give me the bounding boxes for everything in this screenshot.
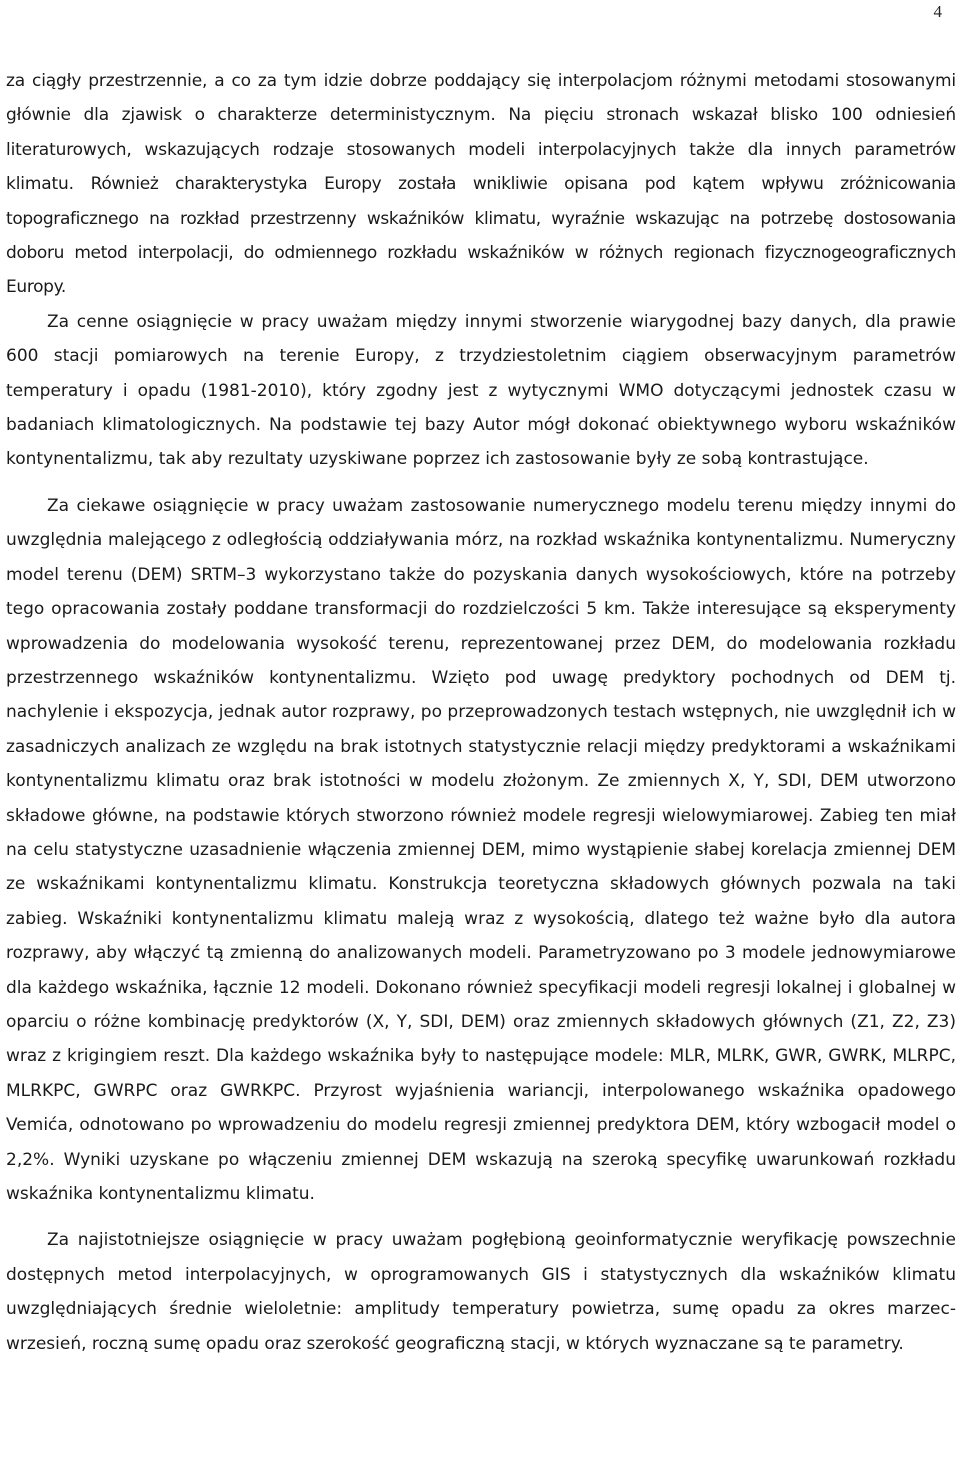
paragraph-intro-continuation	[6, 64, 956, 305]
paragraph-database: Za cenne osiągnięcie w pracy uważam między innymi stworzenie wiarygodnej bazy danych, dla prawie 600 stacji pomiarowych na terenie Europy, z trzydziestoletnim ciągiem obserwacyjnym parametrów temperatury i opadu (1981-2010), który zgodny jest z wytycznymi WMO dotyczącymi jednostek czasu w badaniach klimatologicznych. Na podstawie tej bazy Autor mógł dokonać obiektywnego wyboru wskaźników kontynentalizmu, tak aby rezultaty uzyskiwane poprzez ich zastosowanie były ze sobą kontrastujące.	[6, 311, 956, 470]
paragraph-key-achievement: Za najistotniejsze osiągnięcie w pracy uważam pogłębioną geoinformatycznie weryfikację powszechnie dostępnych metod interpolacyjnych, w oprogramowanych GIS i statystycznych dla wskaźników klimatu uwzględniających średnie wieloletnie: amplitudy temperatury powietrza, sumę opadu za okres marzec-wrzesień, roczną sumę opadu oraz szerokość geograficzną stacji, w których wyznaczane są te parametry.	[6, 1230, 956, 1354]
paragraph-dem-model: Za ciekawe osiągnięcie w pracy uważam zastosowanie numerycznego modelu terenu między innymi do uwzględnia malejącego z odległością oddziaływania mórz, na rozkład wskaźnika kontynentalizmu. Numeryczny model terenu (DEM) SRTM–3 wykorzystano także do pozyskania danych wysokościowych, które na potrzeby tego opracowania zostały poddane transformacji do rozdzielczości 5 km. Także interesujące są eksperymenty wprowadzenia do modelowania wysokość terenu, reprezentowanej przez DEM, do modelowania rozkładu przestrzennego wskaźników kontynentalizmu. Wzięto pod uwagę predyktory pochodnych od DEM tj. nachylenie i ekspozycja, jednak autor rozprawy, po przeprowadzonych testach wstępnych, nie uwzględnił ich w zasadniczych analizach ze względu na brak istotnych statystycznie relacji między predyktorami a wskaźnikami kontynentalizmu klimatu oraz brak istotności w modelu złożonym. Ze zmiennych X, Y, SDI, DEM utworzono składowe główne, na podstawie których stworzono również modele regresji wielowymiarowej. Zabieg ten miał na celu statystyczne uzasadnienie włączenia zmiennej DEM, mimo wystąpienie słabej korelacja zmiennej DEM ze wskaźnikami kontynentalizmu klimatu. Konstrukcja teoretyczna składowych głównych pozwala na taki zabieg. Wskaźniki kontynentalizmu klimatu maleją wraz z wysokością, dlatego też ważne było dla autora rozprawy, aby włączyć tą zmienną do analizowanych modeli. Parametryzowano po 3 modele jednowymiarowe dla każdego wskaźnika, łącznie 12 modeli. Dokonano również specyfikacji modeli regresji lokalnej i globalnej w oparciu o różne kombinację predyktorów (X, Y, SDI, DEM) oraz zmiennych składowych głównych (Z1, Z2, Z3) wraz z krigingiem reszt. Dla każdego wskaźnika były to następujące modele: MLR, MLRK, GWR, GWRK, MLRPC, MLRKPC, GWRPC oraz GWRKPC. Przyrost wyjaśnienia wariancji, interpolowanego wskaźnika opadowego Vemića, odnotowano po wprowadzeniu do modelu regresji zmiennej predyktora DEM, który wzbogacił model o 2,2%. Wyniki uzyskane po włączeniu zmiennej DEM wskazują na szeroką specyfikę uwarunkowań rozkładu wskaźnika kontynentalizmu klimatu.	[6, 495, 956, 1204]
paragraph-text-run: za ciągły przestrzennie, a co za tym idzie dobrze poddający się interpolacjom różnymi metodami stosowanymi głównie dla zjawisk o charakterze deterministycznym. Na pięciu stronach wskazał blisko 100 odniesień literaturowych, wskazujących rodzaje stosowanych modeli interpolacyjnych także dla innych parametrów klimatu.	[6, 71, 956, 195]
paragraph-text-run: Również charakterystyka Europy została wnikliwie opisana pod kątem wpływu zróżnicowania topograficznego na rozkład przestrzenny wskaźników klimatu, wyraźnie wskazując na potrzebę dostosowania doboru metod interpolacji, do odmiennego rozkładu wskaźników w różnych regionach fizycznogeograficznych Europy.	[6, 174, 956, 298]
document-body	[6, 64, 956, 1361]
page-number: 4	[933, 2, 942, 21]
